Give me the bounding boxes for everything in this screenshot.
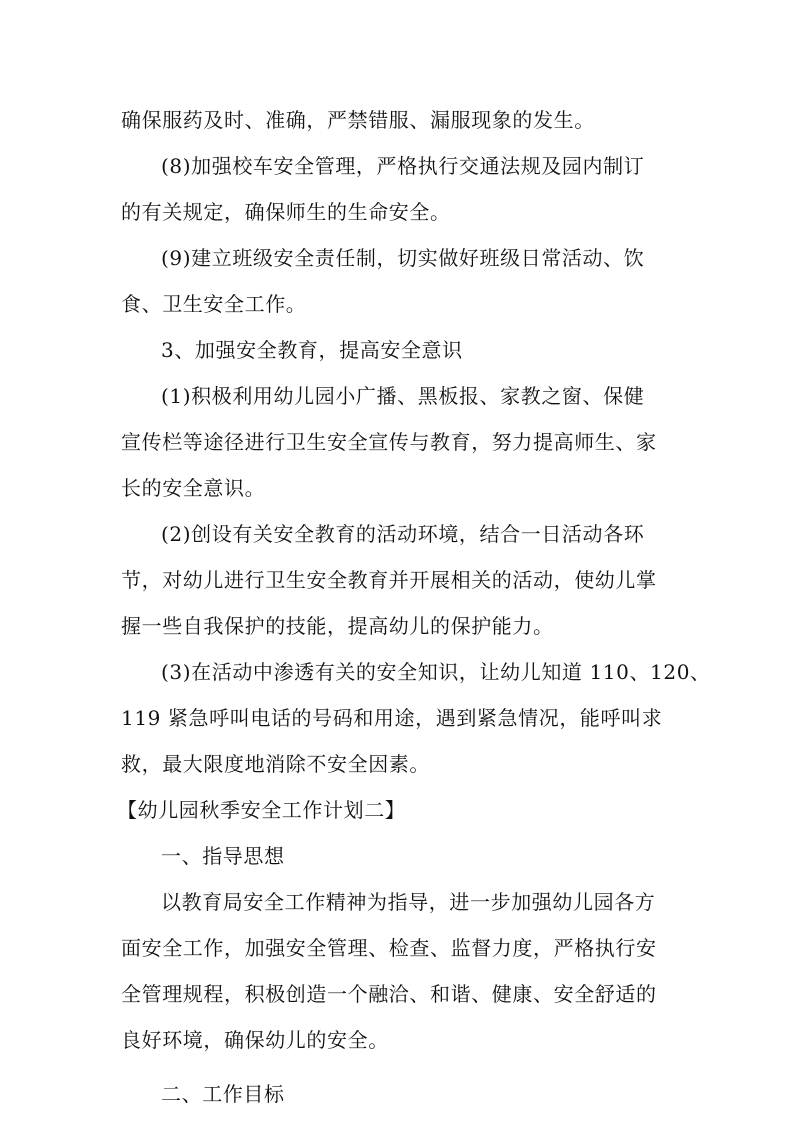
list-item-9: (9)建立班级安全责任制，切实做好班级日常活动、饮 [161,246,645,270]
document-body [117,97,711,1125]
text-line: 长的安全意识。 [121,476,266,500]
text-line: 确保服药及时、准确，严禁错服、漏服现象的发生。 [121,108,595,132]
paragraph-line: 面安全工作，加强安全管理、检查、监督力度，严格执行安 [121,936,657,960]
text-line: 食、卫生安全工作。 [121,292,307,316]
list-item-2: (2)创设有关安全教育的活动环境，结合一日活动各环 [161,522,645,546]
plan-title: 【幼儿园秋季安全工作计划二】 [117,798,406,822]
paragraph-line: 全管理规程，积极创造一个融洽、和谐、健康、安全舒适的 [121,982,657,1006]
text-line: 的有关规定，确保师生的生命安全。 [121,200,451,224]
text-line: 节，对幼儿进行卫生安全教育并开展相关的活动，使幼儿掌 [121,568,657,592]
text-line: 宣传栏等途径进行卫生安全宣传与教育，努力提高师生、家 [121,430,657,454]
text-line: 握一些自我保护的技能，提高幼儿的保护能力。 [121,614,554,638]
paragraph-line: 良好环境，确保幼儿的安全。 [121,1028,389,1052]
text-line: 119 紧急呼叫电话的号码和用途，遇到紧急情况，能呼叫求 [121,706,663,730]
paragraph-line: 以教育局安全工作精神为指导，进一步加强幼儿园各方 [161,890,656,914]
section-heading-guiding-thought: 一、指导思想 [161,844,285,868]
list-item-1: (1)积极利用幼儿园小广播、黑板报、家教之窗、保健 [161,384,645,408]
section-heading-3: 3、加强安全教育，提高安全意识 [161,338,463,362]
section-heading-work-goals: 二、工作目标 [161,1082,285,1106]
list-item-3: (3)在活动中渗透有关的安全知识，让幼儿知道 110、120、 [161,660,711,684]
text-line: 救，最大限度地消除不安全因素。 [121,752,430,776]
list-item-8: (8)加强校车安全管理，严格执行交通法规及园内制订 [161,154,645,178]
